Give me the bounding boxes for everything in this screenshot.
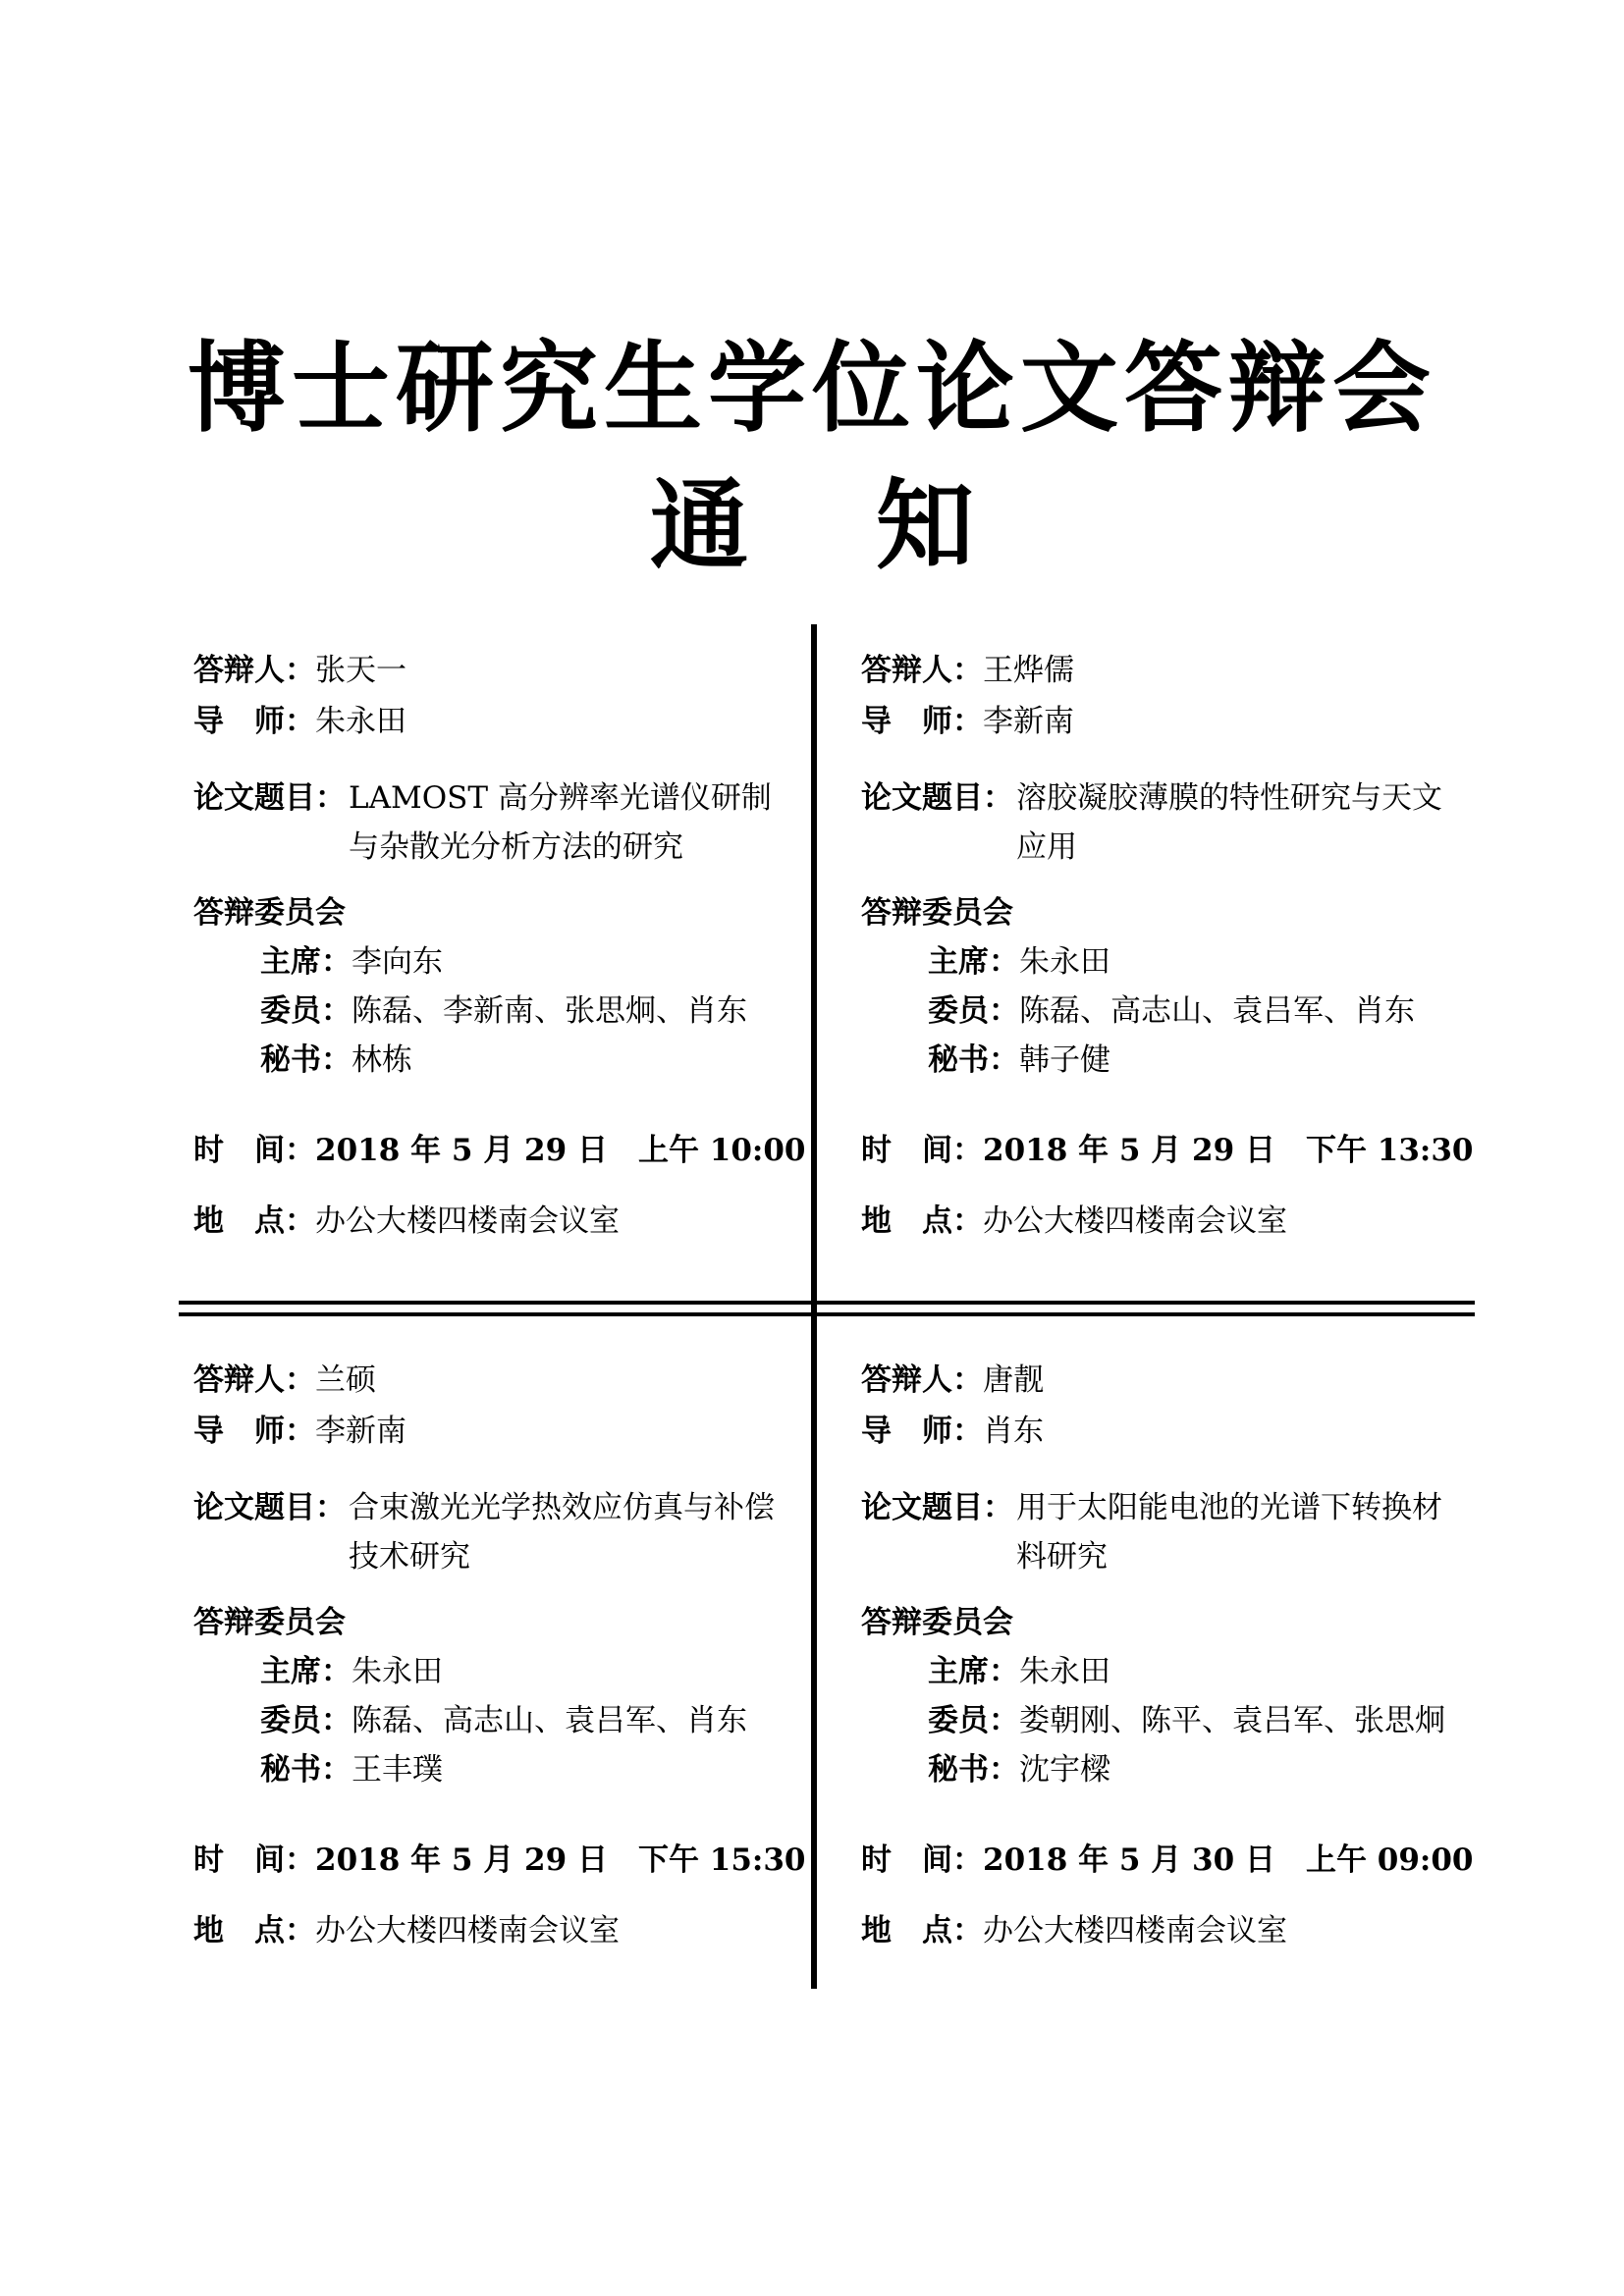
chair-row <box>260 944 443 980</box>
time-label: 时 间： <box>193 1133 315 1168</box>
place-value: 办公大楼四楼南会议室 <box>315 1203 620 1239</box>
place-label: 地 点： <box>193 1913 315 1949</box>
secretary-row <box>928 1752 1110 1788</box>
time-row <box>193 1842 806 1878</box>
advisor-label: 导 师： <box>193 704 315 739</box>
place-row <box>193 1913 620 1949</box>
members-row <box>928 1703 1445 1738</box>
chair-label: 主席： <box>260 944 352 980</box>
time-value: 2018 年 5 月 29 日 上午 10:00 <box>315 1133 806 1168</box>
vertical-divider <box>811 624 817 1989</box>
chair-label: 主席： <box>928 944 1019 980</box>
advisor-label: 导 师： <box>861 1414 983 1449</box>
secretary-row <box>928 1042 1110 1078</box>
advisor-row <box>193 704 406 739</box>
members-row <box>928 993 1415 1029</box>
time-value: 2018 年 5 月 30 日 上午 09:00 <box>983 1842 1474 1878</box>
committee-label: 答辩委员会 <box>193 1605 346 1640</box>
advisor-row <box>861 1416 1044 1447</box>
horizontal-divider-top <box>179 1301 1475 1305</box>
time-value: 2018 年 5 月 29 日 下午 13:30 <box>983 1133 1474 1168</box>
place-row <box>861 1913 1287 1949</box>
time-label: 时 间： <box>861 1133 983 1168</box>
chair-row <box>260 1654 443 1689</box>
advisor-label: 导 师： <box>861 704 983 739</box>
defender-name: 唐靓 <box>983 1362 1044 1398</box>
time-row <box>861 1842 1474 1878</box>
topic-label: 论文题目： <box>861 780 1013 816</box>
topic-text: 用于太阳能电池的光谱下转换材料研究 <box>1016 1490 1442 1575</box>
page-subtitle: 通知 <box>650 467 1102 583</box>
place-value: 办公大楼四楼南会议室 <box>983 1203 1287 1239</box>
secretary-row <box>260 1752 443 1788</box>
secretary-row <box>260 1042 412 1078</box>
defender-row <box>861 1362 1044 1398</box>
defender-name: 张天一 <box>315 653 406 688</box>
place-label: 地 点： <box>861 1203 983 1239</box>
advisor-name: 李新南 <box>983 704 1074 739</box>
committee-heading <box>861 895 1013 931</box>
topic-label: 论文题目： <box>193 780 346 816</box>
chair-name: 朱永田 <box>352 1654 443 1689</box>
advisor-name: 朱永田 <box>315 704 406 739</box>
secretary-name: 林栋 <box>352 1042 412 1078</box>
defender-name: 兰硕 <box>315 1362 376 1398</box>
members-names: 娄朝刚、陈平、袁吕军、张思炯 <box>1019 1703 1445 1738</box>
place-row <box>861 1203 1287 1239</box>
chair-name: 朱永田 <box>1019 1654 1110 1689</box>
members-names: 陈磊、高志山、袁吕军、肖东 <box>352 1703 747 1738</box>
advisor-row <box>861 704 1074 739</box>
secretary-name: 沈宇樑 <box>1019 1752 1110 1788</box>
defender-row <box>861 653 1074 688</box>
committee-label: 答辩委员会 <box>861 1605 1013 1640</box>
members-names: 陈磊、高志山、袁吕军、肖东 <box>1019 993 1415 1029</box>
horizontal-divider-bottom <box>179 1312 1475 1316</box>
time-row <box>193 1133 806 1168</box>
defender-name: 王烨儒 <box>983 653 1074 688</box>
secretary-label: 秘书： <box>928 1042 1019 1078</box>
topic-label: 论文题目： <box>861 1490 1013 1525</box>
advisor-name: 李新南 <box>315 1414 406 1449</box>
members-names: 陈磊、李新南、张思炯、肖东 <box>352 993 747 1029</box>
place-row <box>193 1203 620 1239</box>
advisor-name: 肖东 <box>983 1414 1044 1449</box>
topic-text: LAMOST 高分辨率光谱仪研制与杂散光分析方法的研究 <box>349 780 772 865</box>
secretary-label: 秘书： <box>260 1752 352 1788</box>
secretary-name: 韩子健 <box>1019 1042 1110 1078</box>
committee-label: 答辩委员会 <box>193 895 346 931</box>
secretary-label: 秘书： <box>928 1752 1019 1788</box>
chair-label: 主席： <box>928 1654 1019 1689</box>
defender-label: 答辩人： <box>193 1362 315 1398</box>
chair-name: 朱永田 <box>1019 944 1110 980</box>
secretary-label: 秘书： <box>260 1042 352 1078</box>
topic-text: 溶胶凝胶薄膜的特性研究与天文应用 <box>1016 780 1442 865</box>
committee-heading <box>193 1605 346 1640</box>
committee-heading <box>193 895 346 931</box>
time-row <box>861 1133 1474 1168</box>
members-label: 委员： <box>260 993 352 1029</box>
members-label: 委员： <box>928 993 1019 1029</box>
secretary-name: 王丰璞 <box>352 1752 443 1788</box>
topic-text: 合束激光光学热效应仿真与补偿技术研究 <box>349 1490 775 1575</box>
place-label: 地 点： <box>861 1913 983 1949</box>
committee-heading <box>861 1605 1013 1640</box>
chair-name: 李向东 <box>352 944 443 980</box>
time-value: 2018 年 5 月 29 日 下午 15:30 <box>315 1842 806 1878</box>
place-value: 办公大楼四楼南会议室 <box>983 1913 1287 1949</box>
chair-row <box>928 1654 1110 1689</box>
topic-label: 论文题目： <box>193 1490 346 1525</box>
defender-label: 答辩人： <box>861 1362 983 1398</box>
defender-row <box>193 653 406 688</box>
members-label: 委员： <box>260 1703 352 1738</box>
defender-label: 答辩人： <box>193 653 315 688</box>
members-label: 委员： <box>928 1703 1019 1738</box>
committee-label: 答辩委员会 <box>861 895 1013 931</box>
members-row <box>260 1703 747 1738</box>
time-label: 时 间： <box>193 1842 315 1878</box>
place-label: 地 点： <box>193 1203 315 1239</box>
place-value: 办公大楼四楼南会议室 <box>315 1913 620 1949</box>
advisor-label: 导 师： <box>193 1414 315 1449</box>
chair-label: 主席： <box>260 1654 352 1689</box>
members-row <box>260 993 747 1029</box>
time-label: 时 间： <box>861 1842 983 1878</box>
advisor-row <box>193 1416 406 1447</box>
page-title: 博士研究生学位论文答辩会 <box>188 330 1436 446</box>
defender-label: 答辩人： <box>861 653 983 688</box>
chair-row <box>928 944 1110 980</box>
defender-row <box>193 1362 376 1398</box>
